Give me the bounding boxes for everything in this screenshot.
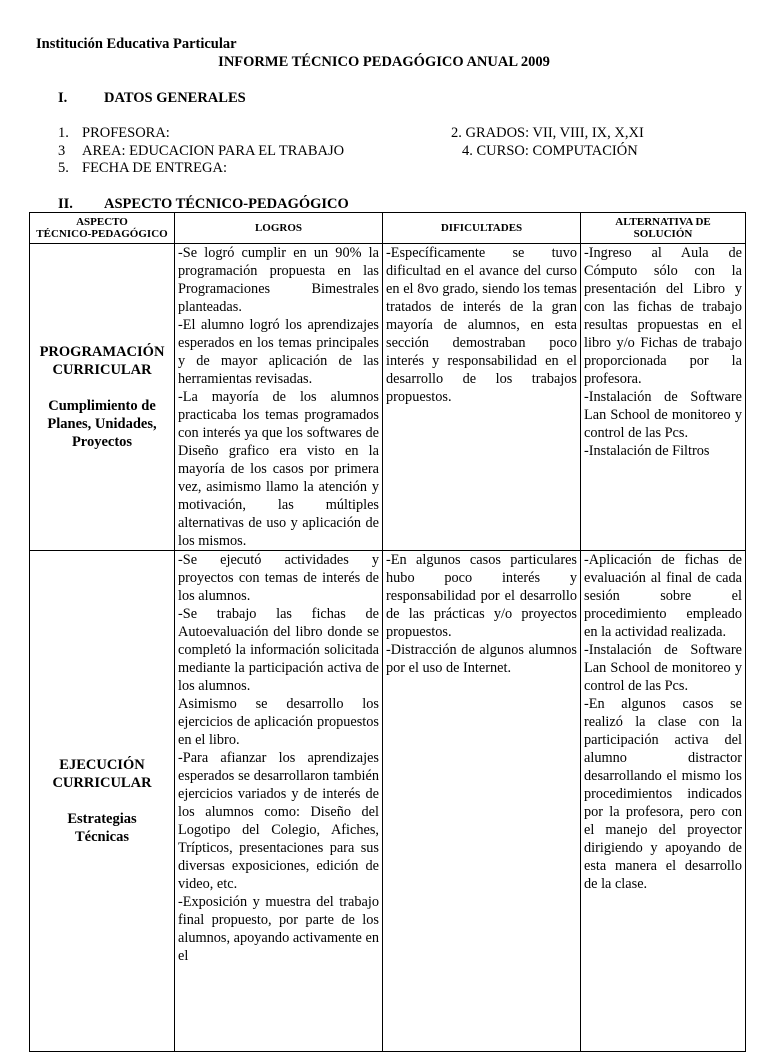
aspect-subtitle: Cumplimiento de Planes, Unidades, Proyectos xyxy=(47,398,157,450)
logro-item: Asimismo se desarrollo los ejercicios de aplicación propuestos en el libro. xyxy=(178,696,379,748)
logro-item: -Exposición y muestra del trabajo final propuesto, por parte de los alumnos, apoyando activamente en el xyxy=(178,894,379,964)
aspect-title: PROGRAMACIÓN CURRICULAR xyxy=(39,344,165,378)
logros-cell xyxy=(175,551,383,1052)
alternativas-cell xyxy=(581,244,746,551)
aspect-cell xyxy=(30,244,175,551)
table-header-row xyxy=(30,213,746,244)
header-aspecto-line1: ASPECTO xyxy=(76,216,128,228)
aspect-title: EJECUCIÓN CURRICULAR xyxy=(52,757,152,791)
alternativas-cell xyxy=(581,551,746,1052)
header-alternativa xyxy=(581,213,746,244)
dificultad-item: -En algunos casos particulares hubo poco interés y responsabilidad por el desarrollo de las prácticas y/o proyectos propuestos. xyxy=(386,552,577,640)
logro-item: -Se trabajo las fichas de Autoevaluación del libro donde se completó la información solicitada mediante la participación activa de los alumnos. xyxy=(178,606,379,694)
field-number: 3 xyxy=(58,143,66,159)
logro-item: -Se ejecutó actividades y proyectos con temas de interés de los alumnos. xyxy=(178,552,379,604)
aspect-cell xyxy=(30,551,175,1052)
dificultad-item: -Específicamente se tuvo dificultad en el avance del curso en el 8vo grado, siendo los temas tratados de interés de la gran mayoría de alumnos, en esta sección demostraban poco interés y responsabilidad en el desarrollo de los trabajos propuestos. xyxy=(386,245,577,405)
header-aspecto-line2: TÉCNICO-PEDAGÓGICO xyxy=(36,228,168,240)
alternativa-item: -Instalación de Software Lan School de monitoreo y control de las Pcs. xyxy=(584,642,742,694)
section-2-number: II. xyxy=(58,196,73,212)
alternativa-item: -En algunos casos se realizó la clase con la participación activa del alumno distractor desarrollando el mismo los procedimientos indicados por la profesora, pero con el manejo del proyector dirigiendo y apoyando de esta manera el desarrollo de la clase. xyxy=(584,696,742,892)
field-area xyxy=(58,142,344,160)
field-label: AREA: EDUCACION PARA EL TRABAJO xyxy=(82,143,345,159)
logro-item: -Para afianzar los aprendizajes esperados se desarrollaron también ejercicios variados y de interés de los alumnos como: Diseño del Logotipo del Colegio, Afiches, Trípticos, presentaciones para sus diversas exposiciones, edición de video, etc. xyxy=(178,750,379,892)
header-alternativa-line2: SOLUCIÓN xyxy=(633,228,693,240)
alternativa-item: -Aplicación de fichas de evaluación al final de cada sesión sobre el procedimiento empleado en la actividad realizada. xyxy=(584,552,742,640)
header-logros: LOGROS xyxy=(175,213,383,244)
field-grados: 2. GRADOS: VII, VIII, IX, X,XI xyxy=(451,125,644,141)
alternativa-item: -Instalación de Software Lan School de monitoreo y control de las Pcs. xyxy=(584,389,742,441)
field-curso: 4. CURSO: COMPUTACIÓN xyxy=(462,143,638,159)
aspect-table xyxy=(29,212,746,1052)
field-profesora xyxy=(58,124,170,142)
dificultades-cell xyxy=(383,551,581,1052)
dificultades-cell xyxy=(383,244,581,551)
header-dificultades: DIFICULTADES xyxy=(383,213,581,244)
field-label: FECHA DE ENTREGA: xyxy=(82,160,227,176)
logro-item: -La mayoría de los alumnos practicaba los temas programados con interés ya que los softwares de Diseño grafico era visto en la mayoría de los casos por primera vez, asimismo llamo la atención y motivación, las múltiples alternativas de uso y aplicación de los mismos. xyxy=(178,389,379,549)
report-title: INFORME TÉCNICO PEDAGÓGICO ANUAL 2009 xyxy=(218,54,550,70)
field-label: PROFESORA: xyxy=(82,125,170,141)
field-fecha-entrega xyxy=(58,159,227,177)
alternativa-item: -Ingreso al Aula de Cómputo sólo con la presentación del Libro y con las fichas de trabajo resultas propuestas en el libro y/o Fichas de trabajo proporcionada por la profesora. xyxy=(584,245,742,387)
table-row xyxy=(30,551,746,1052)
logro-item: -Se logró cumplir en un 90% la programación propuesta en las Programaciones Bimestrales planteadas. xyxy=(178,245,379,315)
alternativa-item: -Instalación de Filtros xyxy=(584,443,710,459)
logros-cell xyxy=(175,244,383,551)
section-1-title: DATOS GENERALES xyxy=(104,90,246,106)
table-row xyxy=(30,244,746,551)
field-number: 5. xyxy=(58,160,69,176)
header-alternativa-line1: ALTERNATIVA DE xyxy=(615,216,711,228)
logro-item: -El alumno logró los aprendizajes esperados en los temas principales y de mayor aplicación de las herramientas revisadas. xyxy=(178,317,379,387)
section-1-number: I. xyxy=(58,90,68,106)
dificultad-item: -Distracción de algunos alumnos por el uso de Internet. xyxy=(386,642,577,676)
institution-name: Institución Educativa Particular xyxy=(36,36,237,52)
section-2-title: ASPECTO TÉCNICO-PEDAGÓGICO xyxy=(104,196,349,212)
field-number: 1. xyxy=(58,125,69,141)
aspect-subtitle: Estrategias Técnicas xyxy=(67,811,137,845)
header-aspecto xyxy=(30,213,175,244)
